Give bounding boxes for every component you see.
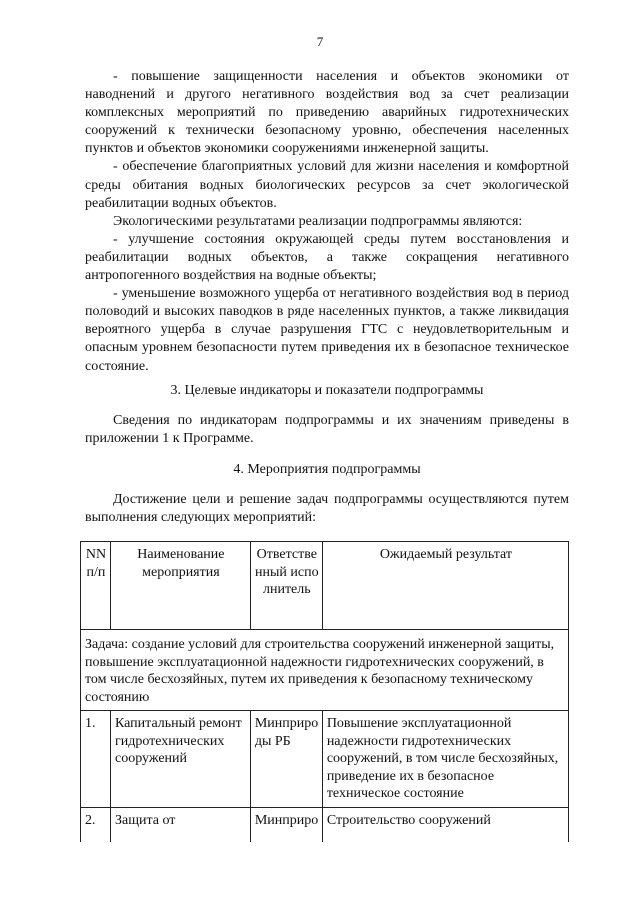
- paragraph: - уменьшение возможного ущерба от негативного воздействия вод в период половодий и высоких паводков в ряде населенных пунктов, а также ликвидация вероятного ущерба в случае разрушения ГТС с неудовлетворительным и опасным уровнем безопасности путем приведения их в безопасное техническое состояние.: [85, 286, 569, 374]
- row-executor: Минприроды РБ: [250, 711, 322, 808]
- header-cell-name: Наименование мероприятия: [110, 542, 250, 630]
- paragraph: Сведения по индикаторам подпрограммы и их значениям приведены в приложении 1 к Программе.: [85, 413, 569, 447]
- section-4-heading: 4. Мероприятия подпрограммы: [233, 462, 421, 477]
- row-number: 1.: [81, 711, 111, 808]
- row-result: Повышение эксплуатационной надежности гидротехнических сооружений, в том числе бесхозяйных, приведение их в безопасное техническое состояние: [322, 711, 568, 808]
- table-task-row: [81, 630, 569, 711]
- table-row: [81, 711, 569, 808]
- body-text-top: [85, 68, 569, 376]
- header-cell-number: NN п/п: [81, 542, 111, 630]
- section-3-heading: 3. Целевые индикаторы и показатели подпрограммы: [170, 383, 484, 398]
- paragraph: - улучшение состояния окружающей среды путем восстановления и реабилитации водных объектов, а также сокращения негативного антропогенного воздействия на водные объекты;: [85, 231, 569, 284]
- page-number: 7: [316, 34, 324, 49]
- table-row: [81, 808, 569, 843]
- section-3-body: [85, 412, 569, 448]
- paragraph: Экологическими результатами реализации подпрограммы являются:: [113, 213, 523, 229]
- table-header-row: [81, 542, 569, 630]
- row-activity-name: Защита от: [110, 808, 250, 843]
- row-number: 2.: [81, 808, 111, 843]
- header-cell-executor: Ответственный исполнитель: [250, 542, 322, 630]
- header-cell-result: Ожидаемый результат: [322, 542, 568, 630]
- row-executor: Минприро: [250, 808, 322, 843]
- activities-table: [80, 541, 569, 842]
- row-activity-name: Капитальный ремонт гидротехнических сооружений: [110, 711, 250, 808]
- paragraph: Достижение цели и решение задач подпрограммы осуществляются путем выполнения следующих мероприятий:: [85, 492, 569, 526]
- paragraph: - повышение защищенности населения и объектов экономики от наводнений и другого негативного воздействия вод за счет реализации комплексных мероприятий по приведению аварийных гидротехнических сооружений к технически безопасному уровню, обеспечения населенных пунктов и объектов экономики сооружениями инженерной защиты.: [85, 69, 569, 157]
- section-4-body: [85, 491, 569, 527]
- row-result: Строительство сооружений: [322, 808, 568, 843]
- task-cell: Задача: создание условий для строительства сооружений инженерной защиты, повышение эксплуатационной надежности гидротехнических сооружений, в том числе бесхозяйных, путем их приведения к безопасному техническому состоянию: [81, 630, 569, 711]
- paragraph: - обеспечение благоприятных условий для жизни населения и комфортной среды обитания водных биологических ресурсов за счет экологической реабилитации водных объектов.: [85, 159, 569, 211]
